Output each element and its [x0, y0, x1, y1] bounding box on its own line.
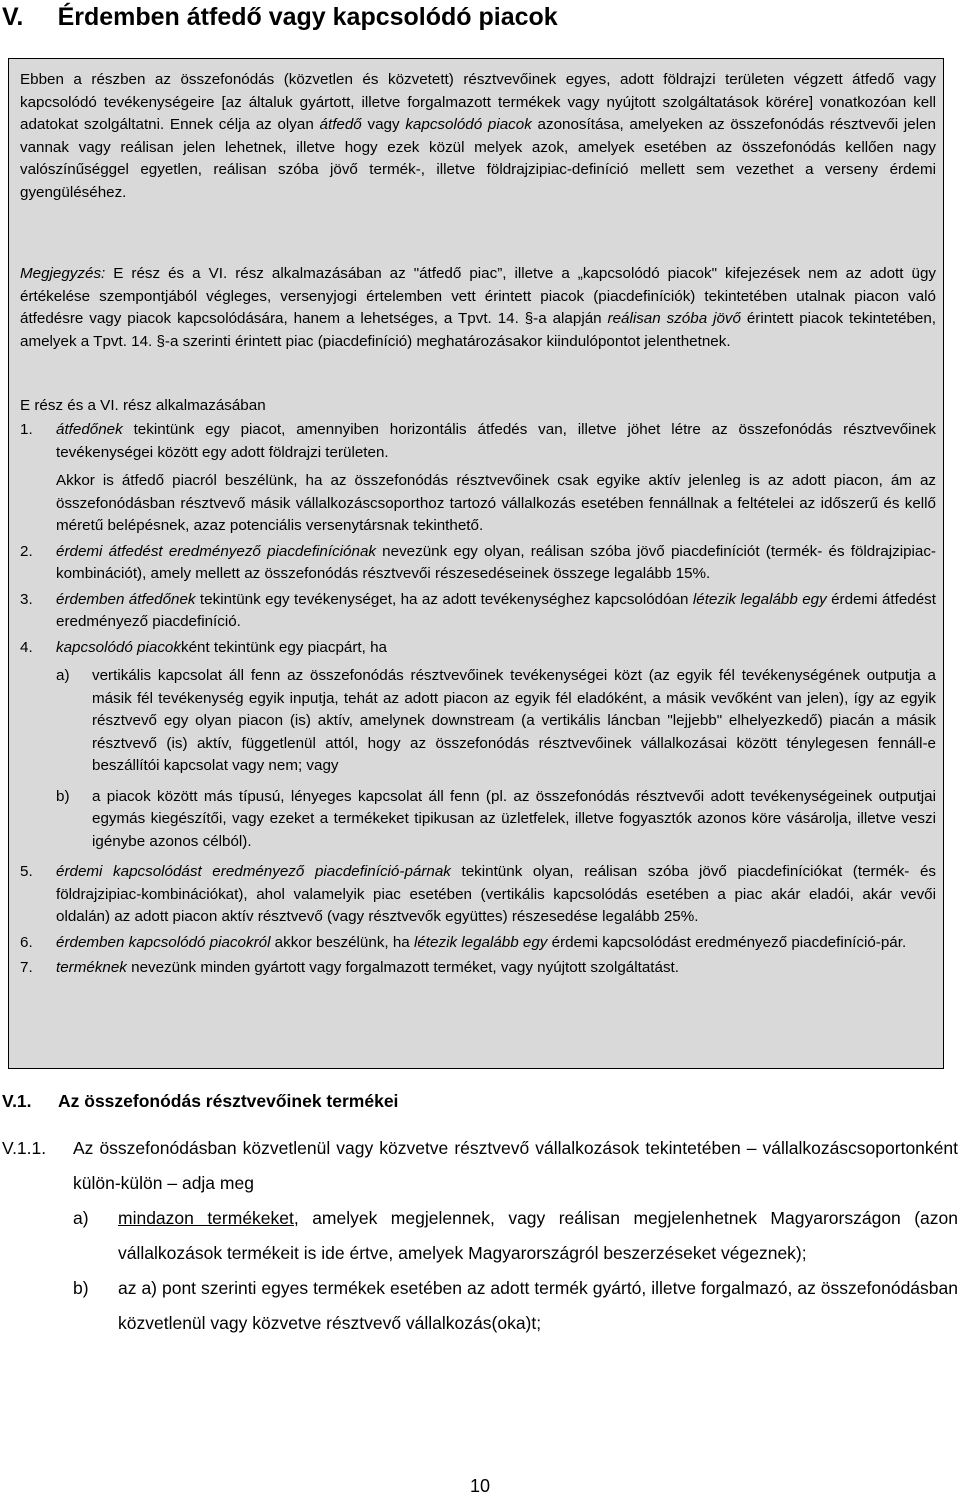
subsection-list — [73, 1201, 958, 1341]
list-item: a) mindazon termékeket, amelyek megjelennek, vagy reálisan megjelenhetnek Magyarországon (azon vállalkozások termékeit is ide értve, amelyek Magyarországról beszerzéseket végeznek); — [73, 1208, 958, 1263]
list-item: 5. érdemi kapcsolódást eredményező piacdefiníció-párnak tekintünk olyan, reálisan szóba jövő piacdefiníciókat (termék- és földrajzipiac-kombinációkat), ahol valamelyik piac esetében (vertikális kapcsolódás esetében a piac akár eladói, akár vevői oldalán) az adott piacon aktív résztvevő (vagy résztvevők együttes) részesedése legalább 25%. — [20, 863, 936, 925]
section-heading: V.1. Az összefonódás résztvevőinek termékei — [2, 1091, 399, 1111]
list-item: 6. érdemben kapcsolódó piacokról akkor beszélünk, ha létezik legalább egy érdemi kapcsolódást eredményező piacdefiníció-pár. — [20, 933, 907, 951]
sub-list-item: b) a piacok között más típusú, lényeges kapcsolat áll fenn (pl. az összefonódás résztvevői adott tevékenységeinek outputjai egymás kiegészítői, vagy ezeket a termékeket tipikusan az üzletfelek, illetve fogyasztók azonos köre vásárolja, illetve veszi igénybe azonos célból). — [56, 787, 936, 850]
sub-list-item: a) vertikális kapcsolat áll fenn az összefonódás résztvevőinek tevékenységei közt (az egyik fél tevékenységének outputja a másik fél tevékenység egyik inputja, tehát az adott piacon az egyik fél eladóként, a másik vevőként van jelen), így az egyik résztvevő egy olyan piacon (is) aktív, amelynek downstream (a vertikális láncban "lejjebb" elhelyezkedő) piacán a másik résztvevő (is) aktív, függetlenül attól, hogy az összefonódás résztvevőinek vállalkozásai között ténylegesen fennáll-e beszállítói kapcsolat vagy nem; vagy — [56, 667, 936, 774]
info-box — [8, 58, 944, 1069]
list-item: 1. átfedőnek tekintünk egy piacot, amennyiben horizontális átfedés van, illetve jöhet létre az összefonódás résztvevőinek tevékenységei között egy adott földrajzi területen. Akkor is átfedő piacról beszélünk, ha az összefonódás résztvevőinek csak egyike aktív jelenleg is az adott piacon, ám az összefonódásban résztvevő másik vállalkozáscsoporthoz tartozó vállalkozás esetében fennállnak a feltételei az időszerű és kellő méretű belépésnek, azaz potenciális versenytársnak tekinthető. — [20, 421, 936, 534]
definitions-list — [20, 419, 936, 980]
note-paragraph: Megjegyzés: E rész és a VI. rész alkalmazásában az "átfedő piac”, illetve a „kapcsolódó piacok" kifejezések nem az adott ügy értékelése szempontjából végleges, versenyjogi értelemben vett érintett piacok (piacdefiníciók) tekintetében utalnak piacon való átfedésre vagy piacok kapcsolódására, hanem a lehetséges, a Tpvt. 14. §-a alapján reálisan szóba jövő érintett piacok tekintetében, amelyek a Tpvt. 14. §-a szerinti érintett piac (piacdefiníció) meghatározásakor kiindulópontot jelenthetnek. — [20, 265, 937, 350]
note-label: Megjegyzés: — [20, 265, 106, 282]
intro-paragraph: Ebben a részben az összefonódás (közvetlen és közvetett) résztvevőinek egyes, adott földrajzi területen végzett átfedő vagy kapcsolódó tevékenységeire [az általuk gyártott, illetve forgalmazott termékek vagy nyújtott szolgáltatások körére] vonatkozóan kell adatokat szolgáltatni. Ennek célja az olyan átfedő vagy kapcsolódó piacok azonosítása, amelyeken az összefonódás résztvevői jelen vannak vagy reálisan jelen lehetnek, illetve hogy ezek közül melyek azok, amelyek esetében az összefonódás kellően nagy valószínűséggel egyetlen, reálisan szóba jövő termék-, illetve földrajzipiac-definíció mellett sem vezethet a verseny érdemi gyengüléséhez. — [20, 71, 936, 201]
subsection — [2, 1131, 958, 1341]
list-item: 7. terméknek nevezünk minden gyártott vagy forgalmazott terméket, vagy nyújtott szolgáltatást. — [20, 959, 679, 976]
list-item: 2. érdemi átfedést eredményező piacdefiníciónak nevezünk egy olyan, reálisan szóba jövő piacdefiníciót (termék- és földrajzipiac-kombinációt), amely mellett az összefonódás résztvevői részesedéseinek összege legalább 15%. — [20, 542, 936, 582]
list-item: 3. érdemben átfedőnek tekintünk egy tevékenységet, ha az adott tevékenységhez kapcsolódóan létezik legalább egy érdemi átfedést eredményező piacdefiníció. — [20, 590, 936, 630]
page-title: V. Érdemben átfedő vagy kapcsolódó piacok — [2, 3, 558, 31]
list-item: 4. kapcsolódó piacokként tekintünk egy piacpárt, ha a) vertikális kapcsolat áll fenn az összefonódás résztvevőinek tevékenységei közt (az egyik fél tevékenységének outputja a másik fél tevékenység egyik inputja, tehát az adott piacon az egyik fél eladóként, a másik vevőként van jelen), így az egyik résztvevő egy olyan piacon (is) aktív, amelynek downstream (a vertikális láncban "lejjebb" elhelyezkedő) piacán a másik résztvevő (is) aktív, függetlenül attól, hogy az összefonódás résztvevőinek vállalkozásai között ténylegesen fennáll-e beszállítói kapcsolat vagy nem; vagy b) a piacok között más típusú, lényeges kapcsolat áll fenn (pl. az összefonódás résztvevői adott tevékenységeinek outputjai egymás kiegészítői, vagy ezeket a termékeket tipikusan az üzletfelek, illetve fogyasztók azonos köre vásárolja, illetve veszi igénybe azonos célból). — [20, 637, 936, 854]
subsection-text: Az összefonódásban közvetlenül vagy közvetve résztvevő vállalkozások tekintetében – vállalkozáscsoportonként külön-külön – adja meg — [73, 1138, 958, 1193]
sub-list — [56, 665, 936, 853]
list-item: b) az a) pont szerinti egyes termékek esetében az adott termék gyártó, illetve forgalmazó, az összefonódásban közvetlenül vagy közvetve résztvevő vállalkozás(oka)t; — [73, 1278, 958, 1333]
subsection-number: V.1.1. — [2, 1138, 47, 1158]
definitions-heading: E rész és a VI. rész alkalmazásában — [20, 397, 266, 414]
page-number: 10 — [469, 1476, 491, 1496]
